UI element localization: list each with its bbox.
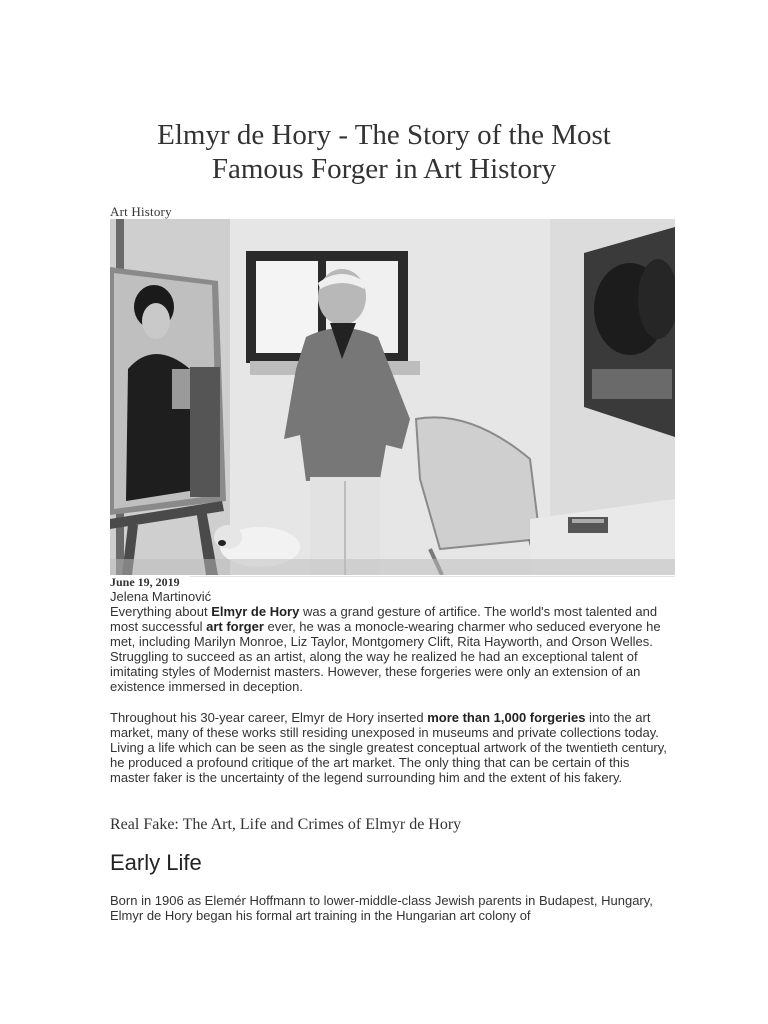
article-photo: [110, 219, 675, 575]
author-name[interactable]: Jelena Martinović: [110, 589, 212, 604]
paragraph-early-life: Born in 1906 as Elemér Hoffmann to lower-middle-class Jewish parents in Budapest, Hungary, Elmyr de Hory began his formal art training in the Hungarian art colony of: [110, 893, 653, 923]
text-run: Everything about: [110, 604, 212, 619]
bold-text: Elmyr de Hory: [211, 604, 300, 619]
paragraph-career: [110, 710, 670, 785]
divider: [190, 576, 675, 577]
text-run: into the art market, many of these works still residing unexposed in museums and private collections today. Living a life which can be seen as the single greatest conceptual artwork of the twentieth century, he produced a profound critique of the art market. The only thing that can be certain of this master faker is the uncertainty of the legend surrounding him and the extent of his fakery.: [110, 710, 667, 785]
related-video-title[interactable]: Real Fake: The Art, Life and Crimes of Elmyr de Hory: [110, 816, 462, 833]
bold-text: art forger: [206, 619, 264, 634]
section-heading: Early Life: [110, 850, 202, 875]
bold-text: more than 1,000 forgeries: [427, 710, 586, 725]
category-link[interactable]: Art History: [110, 204, 172, 219]
paragraph-intro: [110, 604, 670, 694]
publish-date: June 19, 2019: [110, 575, 180, 589]
text-run: Throughout his 30-year career, Elmyr de Hory inserted: [110, 710, 428, 725]
text-run: was a grand gesture of artifice. The world's most talented and most successful: [110, 604, 658, 634]
page-title: Elmyr de Hory - The Story of the Most Famous Forger in Art History: [157, 119, 611, 185]
text-run: ever, he was a monocle-wearing charmer who seduced everyone he met, including Marilyn Monroe, Liz Taylor, Montgomery Clift, Rita Hayworth, and Orson Welles. Struggling to succeed as an artist, along the way he realized he had an exceptional talent of imitating styles of Modernist masters. However, these forgeries were only an extension of an existence immersed in deception.: [110, 619, 661, 694]
studio-photo-image: [110, 219, 675, 575]
